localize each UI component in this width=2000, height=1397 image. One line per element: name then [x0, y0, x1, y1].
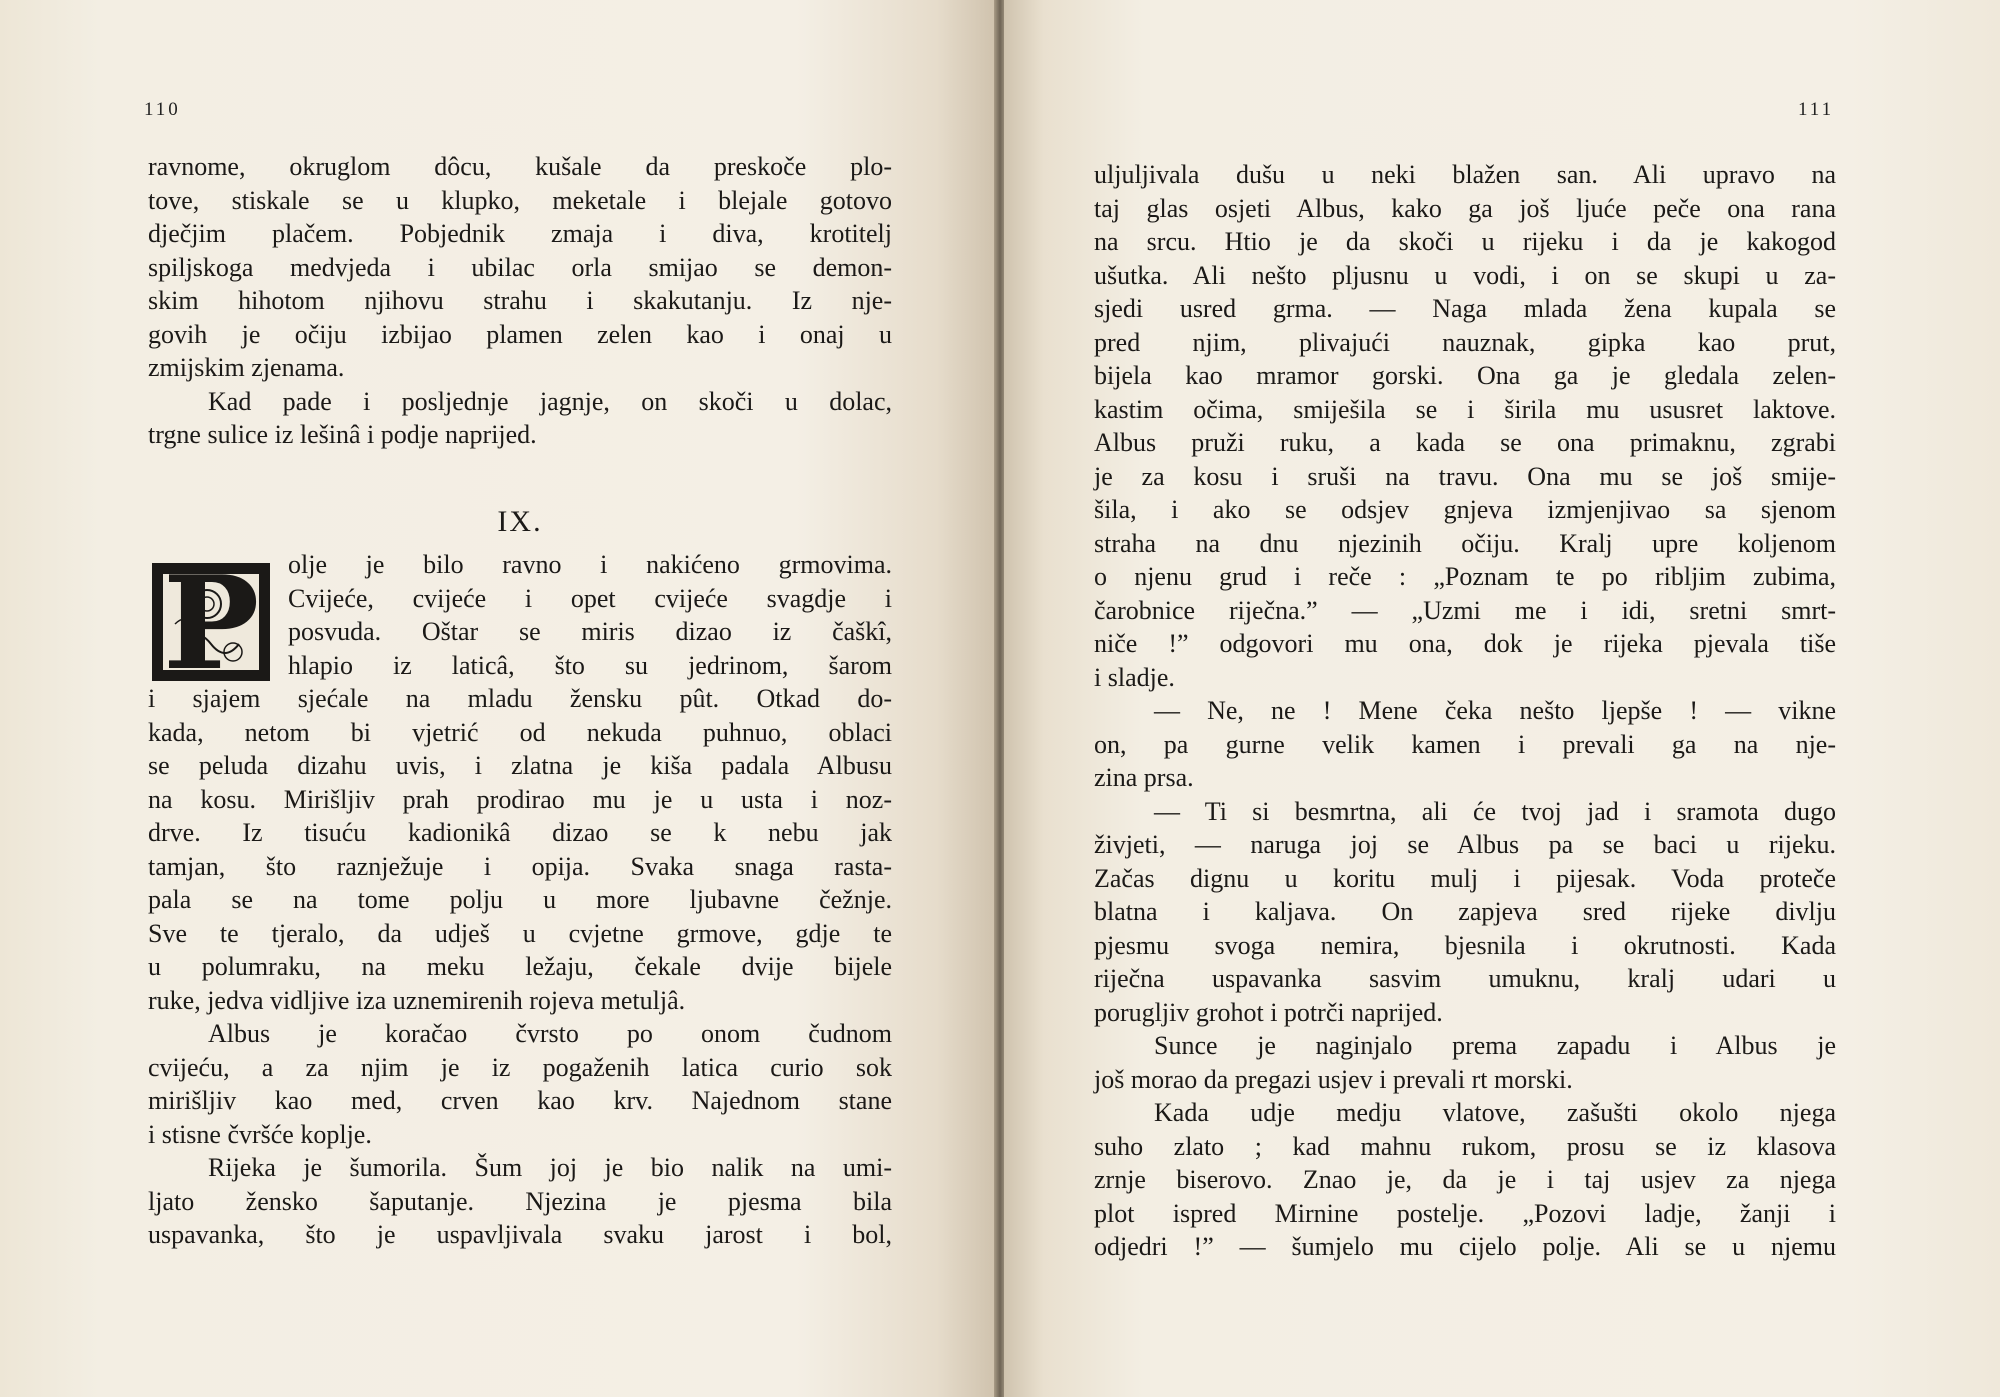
drop-cap — [152, 549, 270, 699]
text-line: i stisne čvršće koplje. — [148, 1119, 372, 1149]
chapter-opening-text — [288, 548, 892, 682]
text-line: spiljskoga medvjeda i ubilac orla smijao se demon- — [148, 252, 892, 282]
text-line: Sunce je naginjalo prema zapadu i Albus je — [1154, 1031, 1836, 1060]
text-line: Albus pruži ruku, a kada se ona primaknu, zgrabi — [1094, 428, 1836, 457]
text-line: blatna i kaljava. On zapjeva sred rijeke divlju — [1094, 897, 1836, 926]
text-line: o njenu grud i reče : „Poznam te po ribljim zubima, — [1094, 562, 1836, 591]
text-line: se peluda dizahu uvis, i zlatna je kiša padala Albusu — [148, 751, 892, 780]
text-line: Rijeka je šumorila. Šum joj je bio nalik na umi- — [208, 1153, 892, 1182]
text-line: Kad pade i posljednje jagnje, on skoči u dolac, — [208, 386, 892, 416]
text-line: živjeti, — naruga joj se Albus pa se baci u rijeku. — [1094, 830, 1836, 859]
text-line: tove, stiskale se u klupko, meketale i blejale gotovo — [148, 185, 892, 215]
text-line: — Ne, ne ! Mene čeka nešto ljepše ! — vikne — [1154, 696, 1836, 725]
text-line: na kosu. Mirišljiv prah prodirao mu je u usta i noz- — [148, 784, 892, 814]
text-line: Sve te tjeralo, da udješ u cvjetne grmove, gdje te — [148, 918, 892, 948]
text-line: sjedi usred grma. — Naga mlada žena kupala se — [1094, 294, 1836, 323]
text-line: bijela kao mramor gorski. Ona ga je gledala zelen- — [1094, 361, 1836, 390]
text-line: straha na dnu njezinih očiju. Kralj upre koljenom — [1094, 528, 1836, 558]
text-line: taj glas osjeti Albus, kako ga još ljuće peče ona rana — [1094, 193, 1836, 223]
text-line: na srcu. Htio je da skoči u rijeku i da je kakogod — [1094, 227, 1836, 256]
text-line: pjesmu svoga nemira, bjesnila i okrutnosti. Kada — [1094, 930, 1836, 960]
page-number-right: 111 — [1798, 99, 1835, 120]
text-line: tamjan, što raznježuje i opija. Svaka snaga rasta- — [148, 851, 892, 881]
text-line: ušutka. Ali nešto pljusnu u vodi, i on se skupi u za- — [1094, 260, 1836, 290]
chapter-heading: IX. — [497, 505, 543, 538]
right-page-text — [1094, 158, 1836, 1264]
text-line: šila, i ako se odsjev gnjeva izmjenjivao sa sjenom — [1094, 495, 1836, 524]
text-line: govih je očiju izbijao plamen zelen kao i onaj u — [148, 319, 892, 349]
text-line: suho zlato ; kad mahnu rukom, prosu se iz klasova — [1094, 1131, 1836, 1161]
text-line: zina prsa. — [1094, 763, 1194, 792]
text-line: Cvijeće, cvijeće i opet cvijeće svagdje i — [288, 583, 892, 613]
text-line: kada, netom bi vjetrić od nekuda puhnuo, oblaci — [148, 717, 892, 747]
text-line: Albus je koračao čvrsto po onom čudnom — [208, 1019, 892, 1048]
text-line: pala se na tome polju u more ljubavne čežnje. — [148, 885, 892, 914]
text-line: mirišljiv kao med, crven kao krv. Najednom stane — [148, 1086, 892, 1115]
text-line: uljuljivala dušu u neki blažen san. Ali upravo na — [1094, 160, 1836, 189]
page-number-left: 110 — [144, 99, 181, 120]
text-line: ravnome, okruglom dôcu, kušale da preskoče plo- — [148, 152, 892, 181]
text-line: posvuda. Oštar se miris dizao iz čaškî, — [288, 617, 892, 646]
text-line: ljato žensko šaputanje. Njezina je pjesma bila — [148, 1186, 892, 1216]
left-page-body-text — [148, 682, 892, 1252]
text-line: trgne sulice iz lešinâ i podje naprijed. — [148, 420, 537, 449]
text-line: i sladje. — [1094, 662, 1175, 692]
text-line: dječjim plačem. Pobjednik zmaja i diva, krotitelj — [148, 219, 892, 248]
text-line: hlapio iz laticâ, što su jedrinom, šarom — [288, 650, 892, 680]
text-line: — Ti si besmrtna, ali će tvoj jad i sramota dugo — [1154, 796, 1836, 826]
text-line: olje je bilo ravno i nakićeno grmovima. — [288, 550, 892, 579]
text-line: je za kosu i sruši na travu. Ona mu se još smije- — [1094, 461, 1836, 491]
text-line: skim hihotom njihovu strahu i skakutanju. Iz nje- — [148, 286, 892, 315]
text-line: cvijeću, a za njim je iz pogaženih latica curio sok — [148, 1052, 892, 1082]
text-line: zrnje biserovo. Znao je, da je i taj usjev za njega — [1094, 1165, 1836, 1194]
text-line: Kada udje medju vlatove, zašušti okolo njega — [1154, 1098, 1836, 1127]
text-line: kastim očima, smiješila se i širila mu ususret laktove. — [1094, 394, 1836, 424]
text-line: riječna uspavanka sasvim umuknu, kralj udari u — [1094, 964, 1836, 993]
text-line: Začas dignu u koritu mulj i pijesak. Voda proteče — [1094, 863, 1836, 893]
text-line: u polumraku, na meku ležaju, čekale dvije bijele — [148, 952, 892, 981]
text-line: poruglјiv grohot i potrči naprijed. — [1094, 997, 1443, 1027]
left-page — [0, 0, 996, 1397]
text-line: ruke, jedva vidljive iza uznemirenih rojeva metuljâ. — [148, 985, 686, 1015]
right-page — [1004, 0, 2000, 1397]
text-line: čarobnice riječna.” — „Uzmi me i idi, sretni smrt- — [1094, 595, 1836, 625]
text-line: uspavanka, što je uspavljivala svaku jarost i bol, — [148, 1220, 892, 1249]
text-line: još morao da pregazi usjev i prevali rt morski. — [1094, 1064, 1573, 1094]
text-line: on, pa gurne velik kamen i prevali ga na nje- — [1094, 729, 1836, 759]
text-line: niče !” odgovori mu ona, dok je rijeka pjevala tiše — [1094, 629, 1836, 658]
text-line: pred njim, plivajući nauznak, gipka kao prut, — [1094, 327, 1836, 357]
text-line: drve. Iz tisuću kadionikâ dizao se k nebu jak — [148, 818, 892, 847]
drop-cap-letter: P — [163, 549, 260, 699]
text-line: zmijskim zjenama. — [148, 353, 345, 382]
left-page-top-text — [148, 150, 892, 452]
text-line: plot ispred Mirnine postelje. „Pozovi ladje, žanji i — [1094, 1198, 1836, 1228]
text-line: i sjajem sjećale na mladu žensku pût. Otkad do- — [148, 684, 892, 713]
text-line: odjedri !” — šumjelo mu cijelo polje. Ali se u njemu — [1094, 1232, 1836, 1261]
